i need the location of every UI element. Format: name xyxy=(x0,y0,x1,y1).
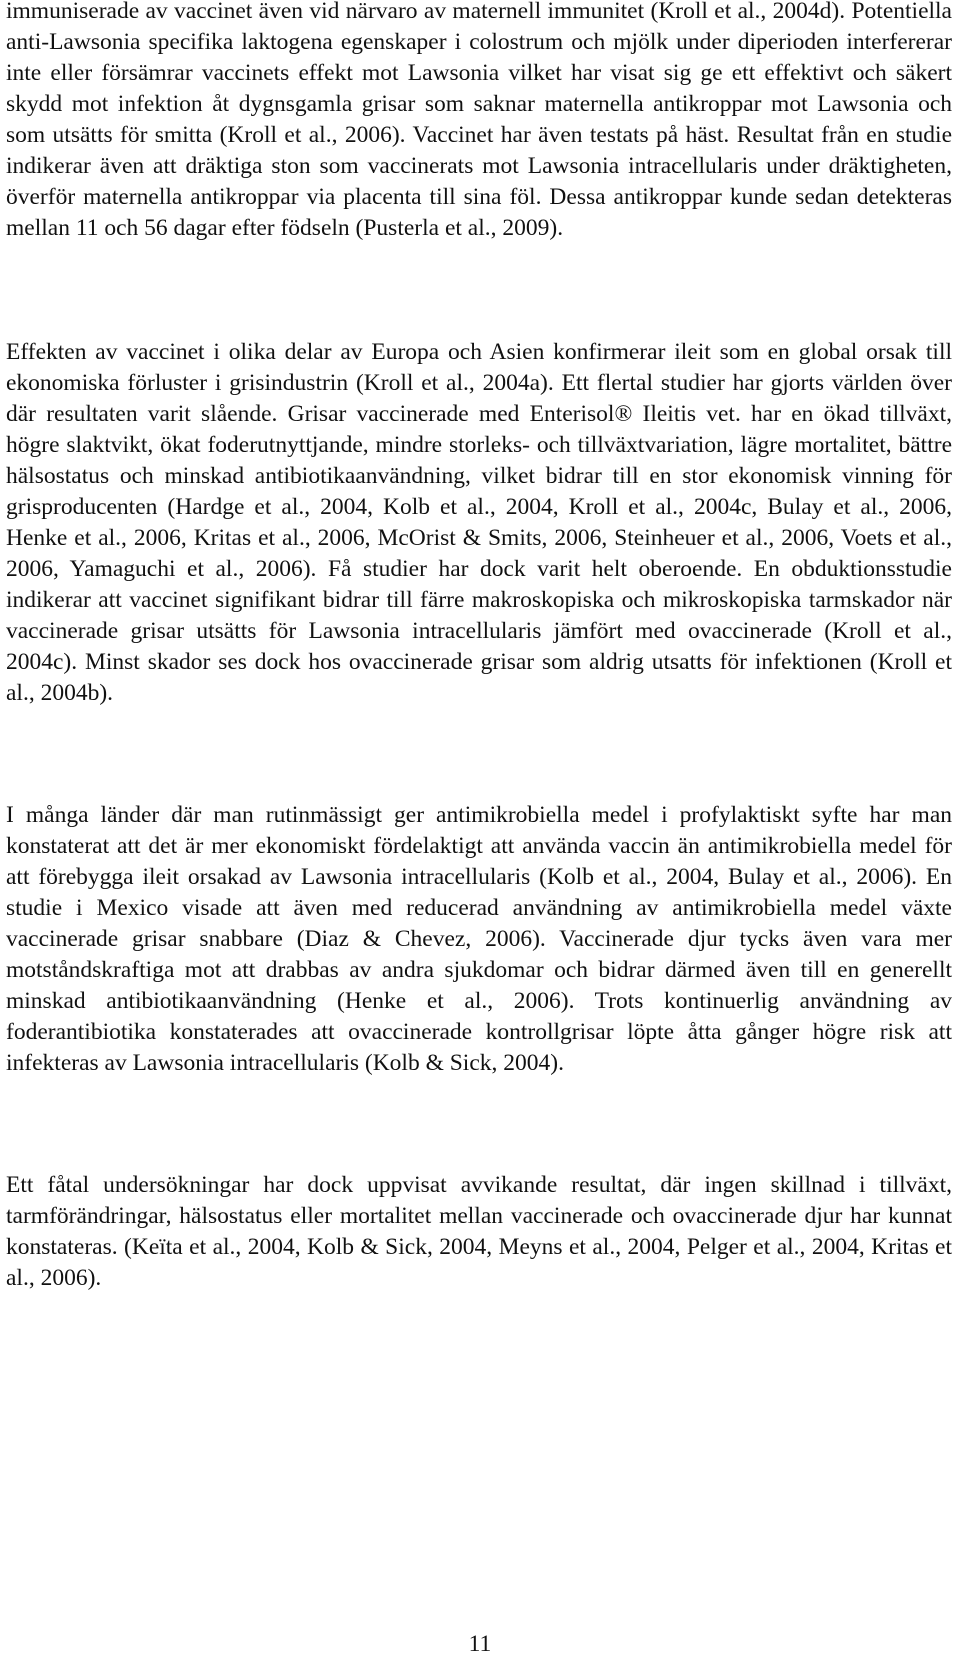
paragraph-divergent-results: Ett fåtal undersökningar har dock uppvisat avvikande resultat, där ingen skillnad i tillväxt, tarmförändringar, hälsostatus eller mortalitet mellan vaccinerade och ovaccinerade djur har kunnat konstateras. (Keïta et al., 2004, Kolb & Sick, 2004, Meyns et al., 2004, Pelger et al., 2004, Kritas et al., 2006). xyxy=(6,1172,952,1291)
paragraph-vaccine-vs-antimicrobials: I många länder där man rutinmässigt ger antimikrobiella medel i profylaktiskt syfte har man konstaterat att det är mer ekonomiskt fördelaktigt att använda vaccin än antimikrobiella medel för att förebygga ileit orsakad av Lawsonia intracellularis (Kolb et al., 2004, Bulay et al., 2006). En studie i Mexico visade att även med reducerad användning av antimikrobiella medel växte vaccinerade grisar snabbare (Diaz & Chevez, 2006). Vaccinerade djur tycks även vara mer motståndskraftiga mot att drabbas av andra sjukdomar och bidrar därmed även till en generellt minskad antibiotikaanvändning (Henke et al., 2006). Trots kontinuerlig användning av foderantibiotika konstaterades att ovaccinerade kontrollgrisar löpte åtta gånger högre risk att infekteras av Lawsonia intracellularis (Kolb & Sick, 2004). xyxy=(6,802,952,1076)
page-number: 11 xyxy=(468,1631,492,1657)
paragraph-vaccine-maternal-immunity: immuniserade av vaccinet även vid närvaro av maternell immunitet (Kroll et al., 2004d). Potentiella anti-Lawsonia specifika laktogena egenskaper i colostrum och mjölk under diperioden interfererar inte eller försämrar vaccinets effekt mot Lawsonia vilket har visat sig ge ett effektivt och säkert skydd mot infektion åt dygnsgamla grisar som saknar maternella antikroppar mot Lawsonia och som utsätts för smitta (Kroll et al., 2006). Vaccinet har även testats på häst. Resultat från en studie indikerar även att dräktiga ston som vaccinerats mot Lawsonia intracellularis under dräktigheten, överför maternella antikroppar via placenta till sina föl. Dessa antikroppar kunde sedan detekteras mellan 11 och 56 dagar efter födseln (Pusterla et al., 2009). xyxy=(6,0,952,241)
paragraph-vaccine-effect-europe-asia: Effekten av vaccinet i olika delar av Europa och Asien konfirmerar ileit som en global orsak till ekonomiska förluster i grisindustrin (Kroll et al., 2004a). Ett flertal studier har gjorts världen över där resultaten varit slående. Grisar vaccinerade med Enterisol® Ileitis vet. har en ökad tillväxt, högre slaktvikt, ökat foderutnyttjande, mindre storleks- och tillväxtvariation, lägre mortalitet, bättre hälsostatus och minskad antibiotikaanvändning, vilket bidrar till en stor ekonomisk vinning för grisproducenten (Hardge et al., 2004, Kolb et al., 2004, Kroll et al., 2004c, Bulay et al., 2006, Henke et al., 2006, Kritas et al., 2006, McOrist & Smits, 2006, Steinheuer et al., 2006, Voets et al., 2006, Yamaguchi et al., 2006). Få studier har dock varit helt oberoende. En obduktionsstudie indikerar att vaccinet signifikant bidrar till färre makroskopiska och mikroskopiska tarmskador när vaccinerade grisar utsätts för Lawsonia intracellularis jämfört med ovaccinerade (Kroll et al., 2004c). Minst skador ses dock hos ovaccinerade grisar som aldrig utsatts för infektionen (Kroll et al., 2004b). xyxy=(6,339,952,706)
